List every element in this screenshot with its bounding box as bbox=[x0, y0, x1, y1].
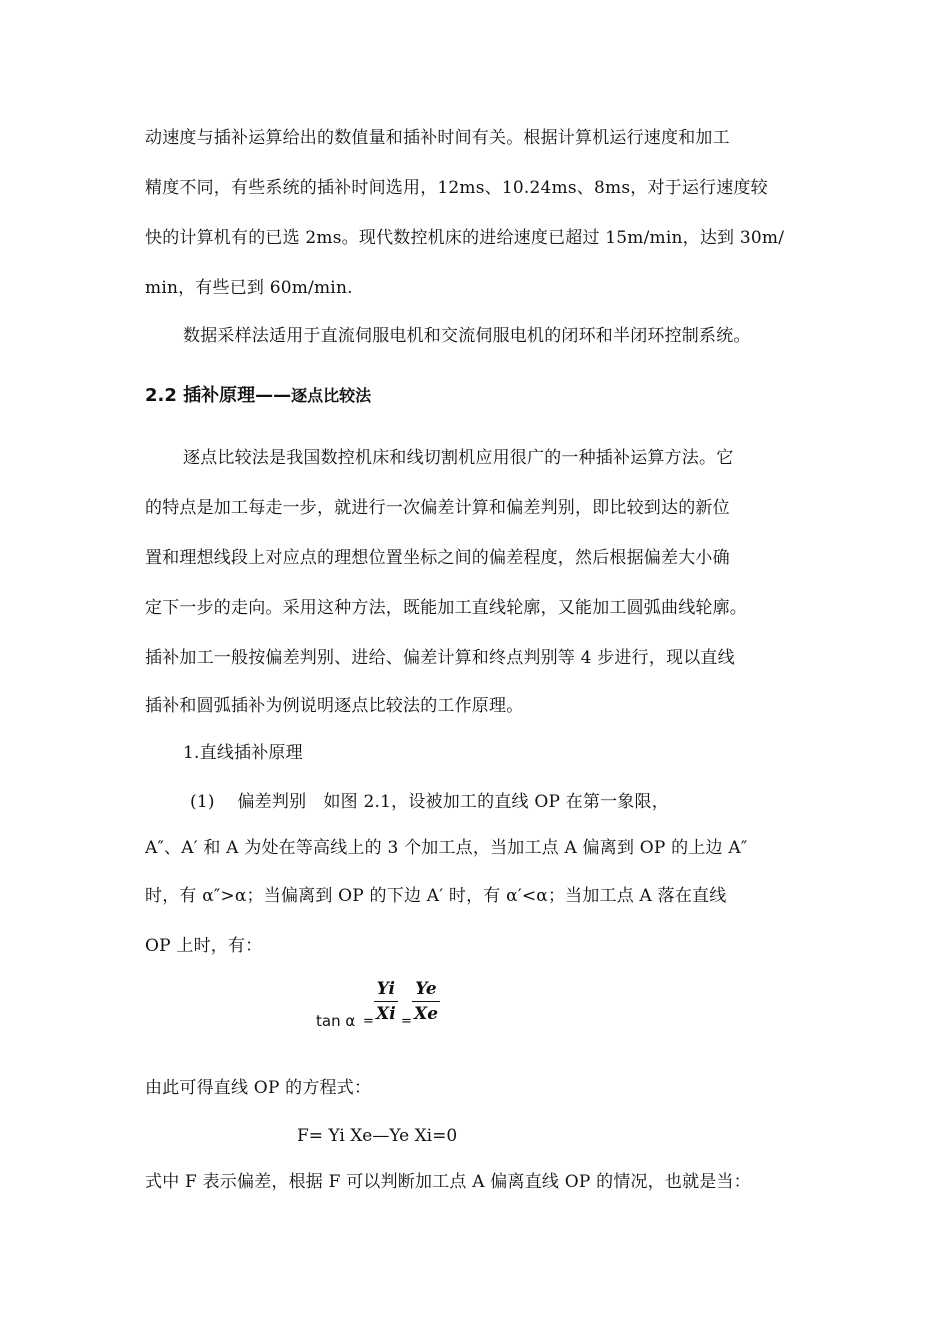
paragraph-4-line-1: (1) 偏差判别 如图 2.1，设被加工的直线 OP 在第一象限， bbox=[190, 792, 669, 812]
fraction-ye-xe bbox=[412, 978, 440, 1025]
fraction-2-denominator: Xe bbox=[414, 1004, 439, 1024]
paragraph-6: 式中 F 表示偏差，根据 F 可以判断加工点 A 偏离直线 OP 的情况，也就是当： bbox=[145, 1172, 751, 1192]
paragraph-3-line-2: 的特点是加工每走一步，就进行一次偏差计算和偏差判别，即比较到达的新位 bbox=[145, 498, 730, 518]
formula-equals-1: = bbox=[363, 1014, 374, 1029]
paragraph-2: 数据采样法适用于直流伺服电机和交流伺服电机的闭环和半闭环控制系统。 bbox=[183, 326, 751, 346]
paragraph-4-line-4: OP 上时，有： bbox=[145, 936, 263, 956]
subsection-heading: 1.直线插补原理 bbox=[183, 743, 303, 763]
paragraph-1-line-3: 快的计算机有的已选 2ms。现代数控机床的进给速度已超过 15m/min，达到 30m/ bbox=[145, 228, 785, 248]
paragraph-1-line-4: min，有些已到 60m/min. bbox=[145, 278, 353, 298]
fraction-yi-xi bbox=[374, 978, 398, 1025]
section-heading bbox=[145, 383, 371, 409]
formula-equals-2: = bbox=[401, 1014, 412, 1029]
paragraph-3-line-3: 置和理想线段上对应点的理想位置坐标之间的偏差程度，然后根据偏差大小确 bbox=[145, 548, 730, 568]
line-equation: F= Yi Xe—Ye Xi=0 bbox=[297, 1126, 458, 1146]
fraction-1-numerator: Yi bbox=[376, 979, 395, 999]
paragraph-1-line-2: 精度不同，有些系统的插补时间选用，12ms、10.24ms、8ms，对于运行速度较 bbox=[145, 178, 768, 198]
section-number: 2.2 bbox=[145, 385, 177, 406]
fraction-1-denominator: Xi bbox=[376, 1004, 396, 1024]
tangent-formula bbox=[316, 976, 456, 1036]
paragraph-3-line-4: 定下一步的走向。采用这种方法，既能加工直线轮廓，又能加工圆弧曲线轮廓。 bbox=[145, 598, 747, 618]
paragraph-4-line-3: 时，有 α″>α；当偏离到 OP 的下边 A′ 时，有 α′<α；当加工点 A 落在直线 bbox=[145, 886, 727, 906]
paragraph-3-line-6: 插补和圆弧插补为例说明逐点比较法的工作原理。 bbox=[145, 696, 524, 716]
fraction-2-bar bbox=[412, 1001, 440, 1002]
paragraph-3-line-5: 插补加工一般按偏差判别、进给、偏差计算和终点判别等 4 步进行，现以直线 bbox=[145, 648, 735, 668]
paragraph-3-line-1: 逐点比较法是我国数控机床和线切割机应用很广的一种插补运算方法。它 bbox=[183, 448, 734, 468]
paragraph-5: 由此可得直线 OP 的方程式： bbox=[145, 1078, 372, 1098]
fraction-2-numerator: Ye bbox=[415, 979, 437, 999]
section-title: 插补原理—— bbox=[183, 385, 292, 406]
section-subtitle: 逐点比较法 bbox=[291, 386, 372, 405]
paragraph-1-line-1: 动速度与插补运算给出的数值量和插补时间有关。根据计算机运行速度和加工 bbox=[145, 128, 730, 148]
fraction-1-bar bbox=[374, 1001, 398, 1002]
formula-tan-prefix: tan α bbox=[316, 1012, 356, 1030]
paragraph-4-line-2: A″、A′ 和 A 为处在等高线上的 3 个加工点，当加工点 A 偏离到 OP 的上边 A″ bbox=[145, 838, 748, 858]
